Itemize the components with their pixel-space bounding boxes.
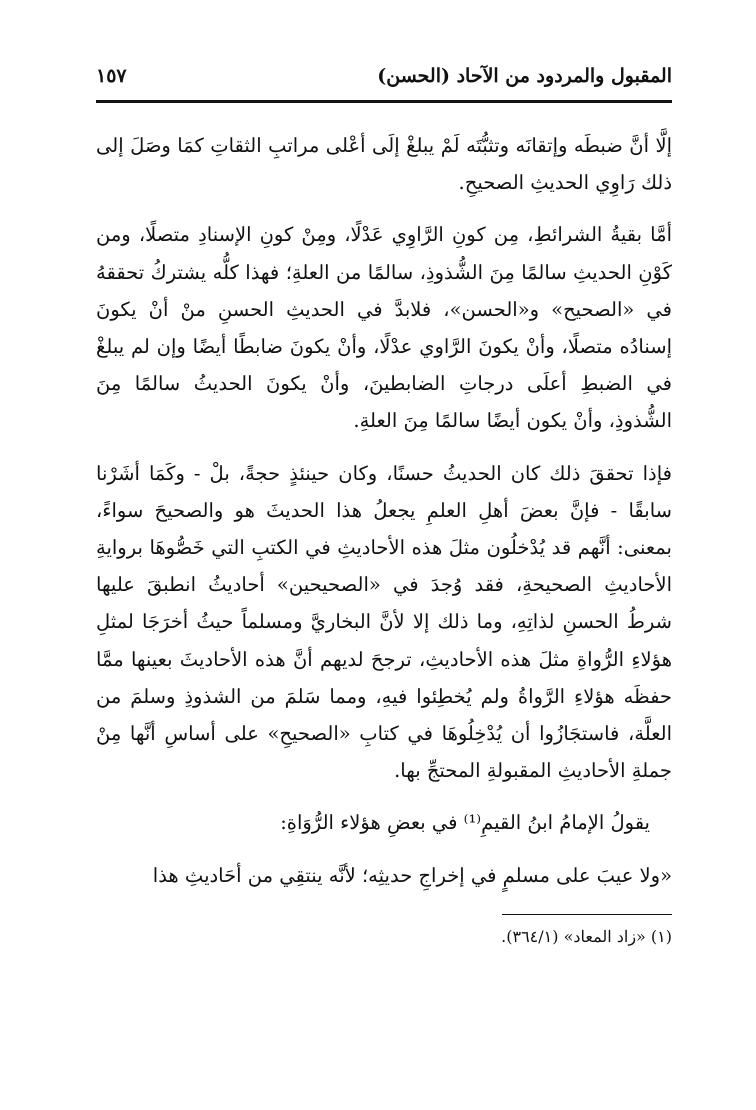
header-title: المقبول والمردود من الآحاد (الحسن): [377, 65, 672, 87]
page-number: ١٥٧: [96, 65, 127, 87]
paragraph-3: فإذا تحققَ ذلك كان الحديثُ حسنًا، وكان حينئذٍ حجةً، بلْ - وكَمَا أشَرْنا سابقًا - فإنَّ بعضَ أهلِ العلمِ يجعلُ هذا الحديثَ هو والصحيحَ سواءً، بمعنى: أنَّهم قد يُدْخلُون مثلَ هذه الأحاديثِ في الكتبِ التي خَصُّوهَا بروايةِ الأحاديثِ الصحيحةِ، فقد وُجدَ في «الصحيحين» أحاديثُ انطبقَ عليها شرطُ الحسنِ لذاتِهِ، وما ذلك إلا لأنَّ البخاريَّ ومسلماً حيثُ أخرَجَا لمثلِ هؤلاءِ الرُّواةِ مثلَ هذه الأحاديثِ، ترجحَ لديهم أنَّ هذه الأحاديثَ بعينها ممَّا حفظَه هؤلاءِ الرَّواةُ ولم يُخطِئوا فيهِ، ومما سَلمَ من الشذوذِ وسلمَ من العلَّة، فاستجَازُوا أن يُدْخِلُوهَا في كتابِ «الصحيحِ» على أساسِ أنَّها مِنْ جملةِ الأحاديثِ المقبولةِ المحتجِّ بها.: [96, 461, 672, 783]
document-page: [96, 58, 672, 1058]
footnote-divider: [502, 914, 672, 915]
header-divider: [96, 100, 672, 103]
footnote: (١) «زاد المعاد» (٣٦٤/١).: [501, 926, 672, 946]
running-header: [96, 58, 672, 94]
paragraph-4: يقولُ الإمامُ ابنُ القيمِ⁽¹⁾ في بعضِ هؤلاء الرُّوَاةِ:: [280, 811, 650, 835]
paragraph-2: أمَّا بقيةُ الشرائطِ، مِن كونِ الرَّاوِي عَدْلًا، ومِنْ كونِ الإسنادِ متصلًا، ومن كَوْنِ الحديثِ سالمًا مِنَ الشُّذوذِ، سالمًا من العلةِ؛ فهذا كلُّه يشتركُ تحققهُ في «الصحيح» و«الحسن»، فلابدَّ في الحديثِ الحسنِ منْ أنْ يكونَ إسنادُه متصلًا، وأنْ يكونَ الرَّاوي عدْلًا، وأنْ يكونَ ضابطًا أيضًا وإن لم يبلغْ في الضبطِ أعلَى درجاتِ الضابطينَ، وأنْ يكونَ الحديثُ سالمًا مِنَ الشُّذوذِ، وأنْ يكون أيضًا سالمًا مِنَ العلةِ.: [96, 223, 672, 433]
body-text: [96, 127, 672, 894]
paragraph-5: «ولا عيبَ على مسلمٍ في إخراجِ حديثِه؛ لأنَّه ينتقِي من أحَاديثِ هذا: [152, 863, 672, 887]
paragraph-1: إلَّا أنَّ ضبطَه وإتقانَه وتثبُّتَه لَمْ يبلغْ إلَى أعْلى مراتبِ الثقاتِ كمَا وصَلَ إلى ذلك رَاوِي الحديثِ الصحيحِ.: [96, 134, 672, 195]
